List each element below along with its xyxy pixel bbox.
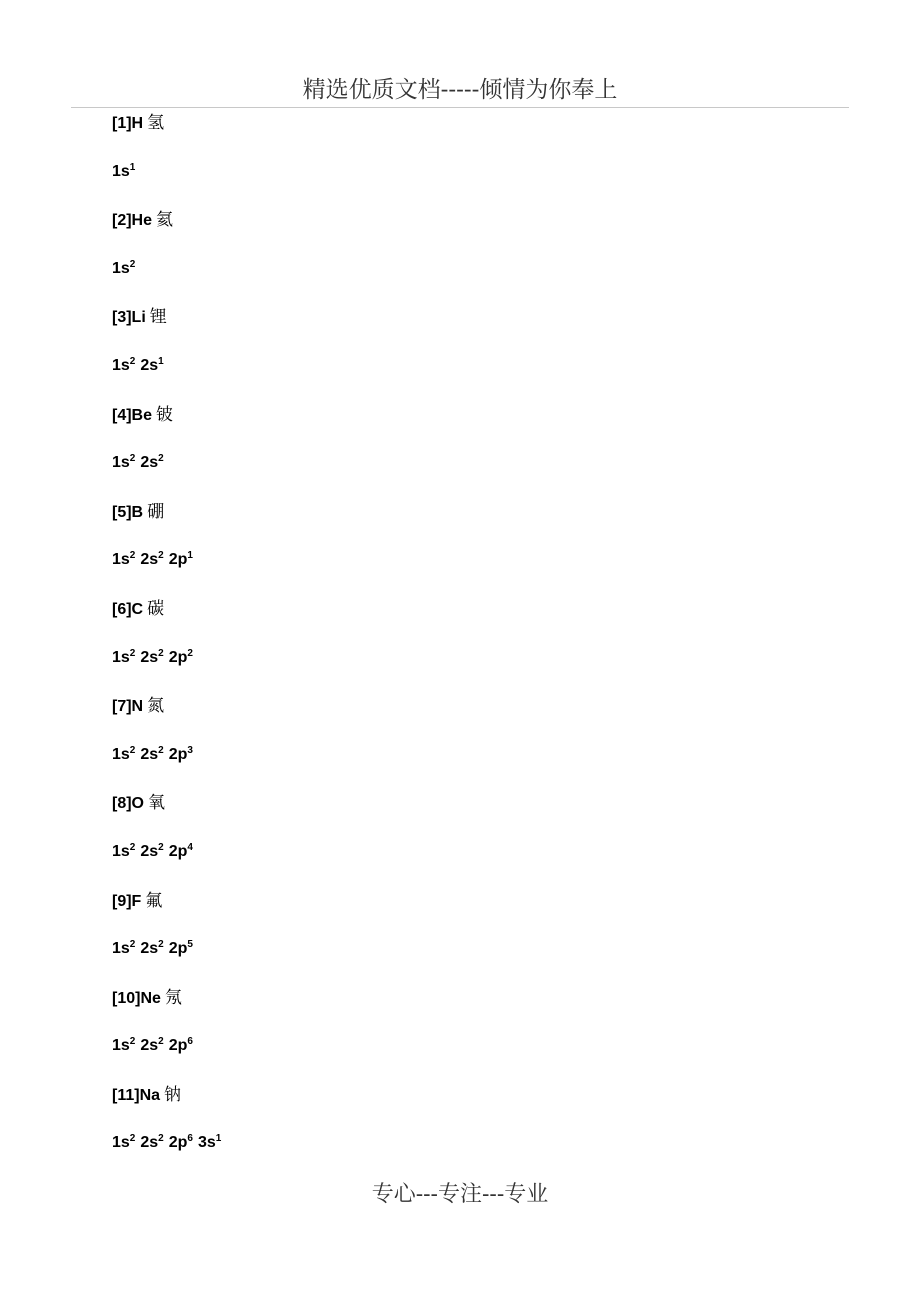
- element-entry: [112, 692, 226, 789]
- orbital-term: [112, 454, 135, 471]
- electron-count: 2: [158, 550, 164, 562]
- orbital-name: 2s: [140, 1134, 159, 1152]
- orbital-name: 2s: [140, 356, 159, 374]
- electron-count: 2: [158, 939, 164, 951]
- orbital-name: 3s: [197, 1134, 216, 1152]
- electron-count: 2: [158, 1036, 164, 1048]
- page-footer: 专心---专注---专业: [371, 1182, 549, 1207]
- element-heading: [112, 109, 226, 158]
- orbital-name: 2s: [140, 745, 159, 763]
- element-heading: [112, 1081, 226, 1130]
- orbital-name: 2p: [168, 745, 188, 763]
- orbital-term: [112, 357, 135, 374]
- orbital-name: 2p: [168, 551, 188, 569]
- electron-count: 2: [158, 744, 164, 756]
- orbital-term: [140, 454, 163, 471]
- orbital-name: 1s: [112, 162, 130, 180]
- electron-configuration: [112, 449, 226, 498]
- element-chinese-name: 锂: [149, 307, 167, 328]
- orbital-term: [140, 1134, 163, 1151]
- electron-count: 2: [158, 841, 164, 853]
- orbital-name: 2p: [168, 648, 188, 666]
- electron-count: 2: [129, 1036, 136, 1048]
- orbital-term: [140, 649, 163, 666]
- orbital-term: [112, 551, 135, 568]
- orbital-term: [112, 843, 135, 860]
- orbital-name: 2s: [140, 648, 159, 666]
- electron-count: 2: [158, 1133, 164, 1145]
- orbital-name: 2s: [140, 940, 159, 958]
- element-heading: [112, 303, 226, 352]
- electron-configuration: [112, 352, 226, 401]
- orbital-term: [169, 843, 193, 860]
- orbital-name: 1s: [112, 454, 130, 472]
- orbital-name: 2p: [168, 842, 188, 860]
- electron-count: 2: [129, 550, 136, 562]
- element-chinese-name: 氟: [145, 890, 163, 911]
- electron-configuration: [112, 546, 226, 595]
- orbital-name: 1s: [112, 1037, 130, 1055]
- orbital-term: [112, 163, 135, 180]
- orbital-term: [140, 843, 163, 860]
- electron-count: 2: [129, 744, 136, 756]
- orbital-name: 1s: [112, 648, 130, 666]
- orbital-name: 1s: [112, 259, 130, 277]
- orbital-name: 1s: [112, 940, 130, 958]
- orbital-term: [112, 746, 135, 763]
- electron-count: 2: [129, 453, 136, 465]
- orbital-term: [140, 551, 163, 568]
- orbital-name: 2p: [168, 1037, 188, 1055]
- element-label: [6]C: [112, 600, 144, 618]
- element-entry: [112, 206, 226, 303]
- element-label: [2]He: [112, 212, 153, 230]
- element-heading: [112, 498, 226, 547]
- element-chinese-name: 氖: [164, 987, 182, 1008]
- element-label: [10]Ne: [112, 989, 161, 1007]
- element-entry: [112, 401, 226, 498]
- orbital-term: [169, 1134, 193, 1151]
- electron-count: 2: [129, 355, 136, 367]
- electron-count: 4: [187, 841, 193, 853]
- electron-count: 1: [129, 161, 136, 173]
- element-heading: [112, 206, 226, 255]
- electron-count: 2: [158, 453, 164, 465]
- element-chinese-name: 氧: [148, 793, 165, 814]
- orbital-term: [198, 1134, 221, 1151]
- element-entry: [112, 984, 226, 1081]
- orbital-name: 1s: [112, 1134, 130, 1152]
- electron-count: 2: [129, 647, 136, 659]
- element-entry: [112, 789, 226, 886]
- orbital-name: 1s: [112, 551, 130, 569]
- orbital-term: [169, 746, 193, 763]
- element-chinese-name: 氢: [147, 113, 165, 133]
- orbital-term: [112, 649, 135, 666]
- orbital-term: [112, 1134, 135, 1151]
- electron-count: 6: [187, 1133, 193, 1145]
- orbital-name: 2s: [140, 551, 159, 569]
- element-entry: [112, 595, 226, 692]
- orbital-term: [169, 551, 193, 568]
- page-header: 精选优质文档-----倾情为你奉上: [302, 77, 618, 103]
- orbital-term: [140, 357, 163, 374]
- orbital-name: 1s: [112, 356, 130, 374]
- electron-count: 2: [129, 258, 136, 270]
- electron-configuration: [112, 1129, 226, 1178]
- element-heading: [112, 789, 226, 838]
- element-label: [7]N: [112, 698, 144, 716]
- orbital-name: 1s: [112, 745, 130, 763]
- orbital-name: 2s: [140, 1037, 159, 1055]
- orbital-name: 2s: [140, 454, 159, 472]
- orbital-term: [112, 260, 135, 277]
- element-chinese-name: 氦: [156, 210, 174, 231]
- element-list: [112, 109, 226, 1178]
- electron-count: 2: [129, 841, 136, 853]
- electron-count: 3: [187, 744, 193, 756]
- element-label: [8]O: [112, 795, 144, 813]
- orbital-name: 1s: [112, 842, 130, 860]
- orbital-term: [169, 940, 193, 957]
- element-heading: [112, 401, 226, 450]
- element-heading: [112, 692, 226, 741]
- electron-count: 2: [187, 647, 193, 659]
- element-label: [3]Li: [112, 309, 146, 327]
- element-chinese-name: 碳: [147, 598, 165, 619]
- electron-count: 1: [215, 1133, 222, 1145]
- electron-count: 5: [187, 939, 193, 951]
- element-chinese-name: 钠: [164, 1084, 182, 1105]
- electron-count: 2: [158, 647, 164, 659]
- element-chinese-name: 硼: [147, 501, 165, 522]
- electron-count: 6: [187, 1036, 193, 1048]
- element-label: [11]Na: [112, 1086, 161, 1104]
- electron-count: 1: [187, 550, 193, 562]
- electron-configuration: [112, 1032, 226, 1081]
- orbital-term: [140, 746, 163, 763]
- element-chinese-name: 氮: [147, 696, 165, 717]
- electron-configuration: [112, 644, 226, 693]
- orbital-term: [169, 649, 193, 666]
- electron-configuration: [112, 838, 226, 887]
- electron-count: 1: [158, 355, 164, 367]
- orbital-term: [140, 1037, 163, 1054]
- orbital-name: 2p: [168, 940, 188, 958]
- element-entry: [112, 303, 226, 400]
- orbital-term: [112, 940, 135, 957]
- orbital-name: 2p: [168, 1134, 188, 1152]
- electron-configuration: [112, 255, 226, 304]
- element-label: [1]H: [112, 115, 144, 132]
- element-label: [4]Be: [112, 406, 153, 424]
- electron-count: 2: [129, 1133, 136, 1145]
- element-label: [5]B: [112, 503, 144, 521]
- orbital-term: [140, 940, 163, 957]
- electron-configuration: [112, 158, 226, 207]
- element-entry: [112, 1081, 226, 1178]
- element-entry: [112, 887, 226, 984]
- element-heading: [112, 887, 226, 936]
- element-heading: [112, 595, 226, 644]
- element-heading: [112, 984, 226, 1033]
- orbital-term: [169, 1037, 193, 1054]
- orbital-name: 2s: [140, 842, 159, 860]
- orbital-term: [112, 1037, 135, 1054]
- element-entry: [112, 498, 226, 595]
- element-chinese-name: 铍: [156, 404, 174, 425]
- electron-configuration: [112, 935, 226, 984]
- element-entry: [112, 109, 226, 206]
- header-divider: [71, 107, 849, 108]
- electron-count: 2: [129, 939, 136, 951]
- element-label: [9]F: [112, 892, 142, 910]
- electron-configuration: [112, 741, 226, 790]
